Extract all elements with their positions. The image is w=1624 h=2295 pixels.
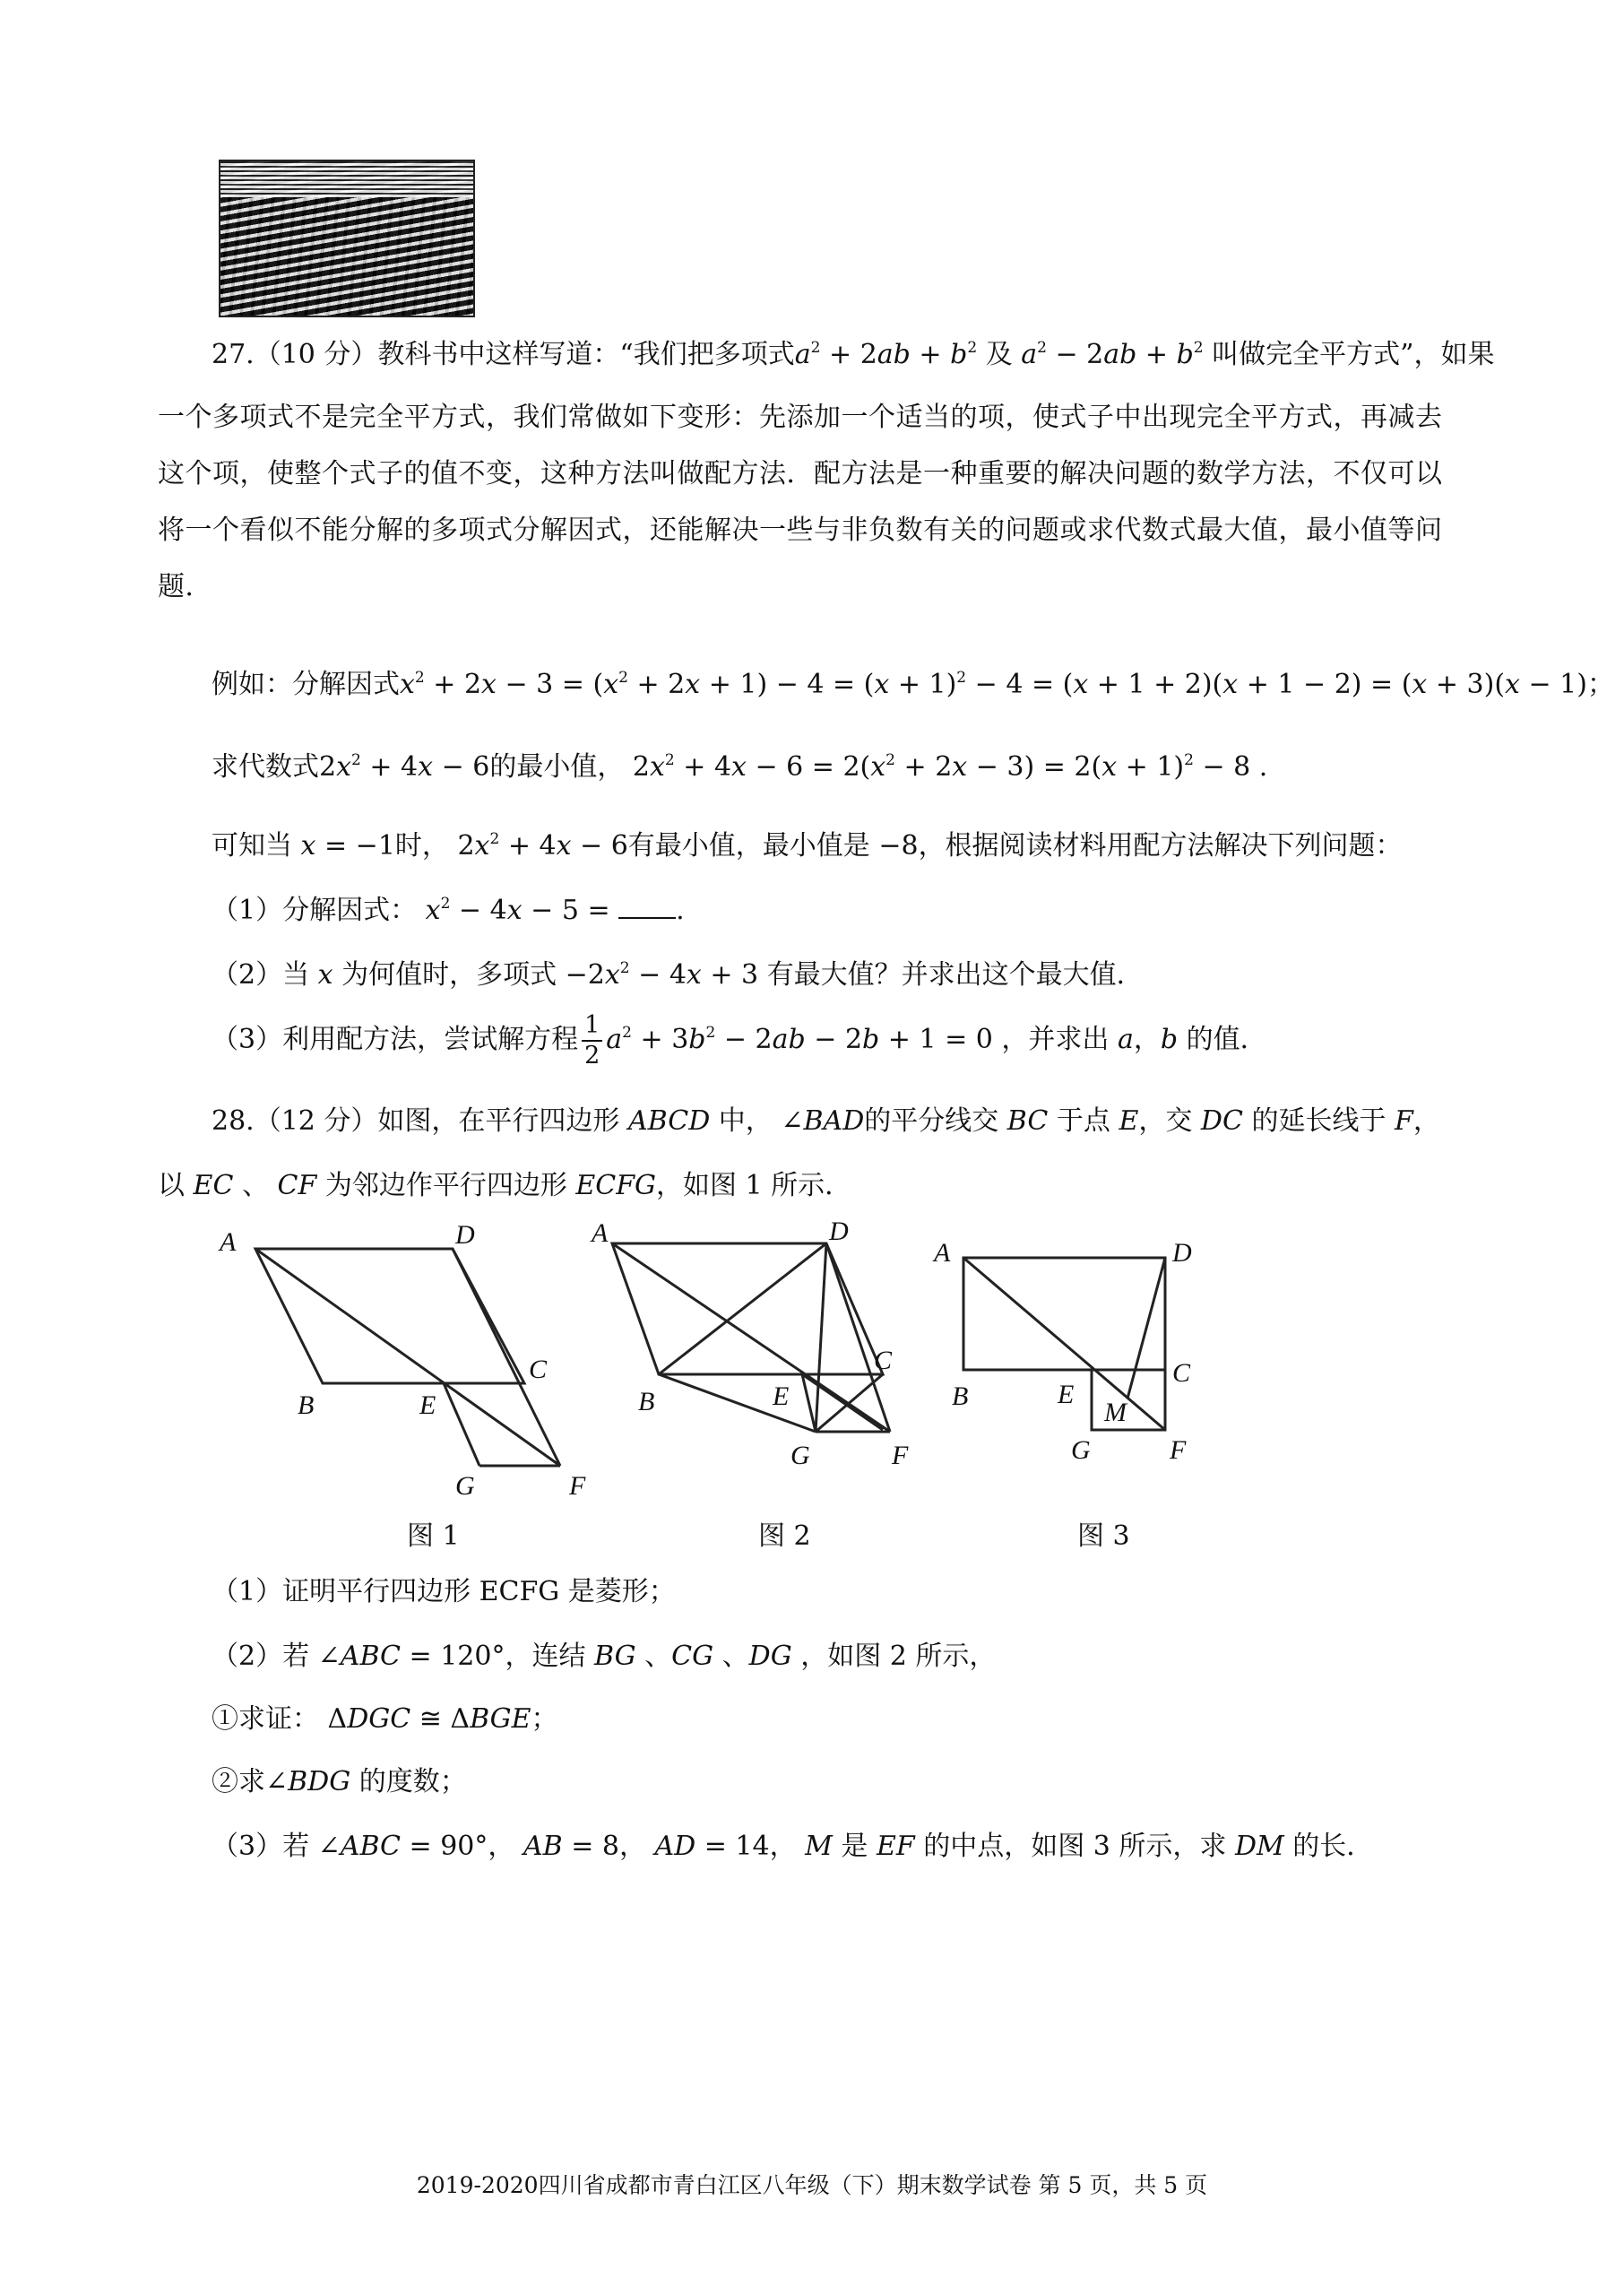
q28-head-c: 的平分线交: [864, 1105, 999, 1137]
q28-line2-a: 以: [158, 1170, 185, 1201]
geometry-figures: [0, 1206, 1624, 1537]
q28-line2: 以 EC 、 CF 为邻边作平行四边形 ECFG，如图 1 所示．: [158, 1170, 852, 1201]
minval-mid: 的最小值，: [489, 751, 625, 783]
q27-head: 27.（10 分）教科书中这样写道：“我们把多项式$a^2 + 2ab + b^2$ 及 $a^2 - 2ab + b^2$ 叫做完全平方式”，如果: [212, 339, 1495, 370]
svg-text:D: D: [1172, 1238, 1192, 1268]
figure-3-caption: 图 3: [1077, 1520, 1130, 1552]
svg-text:D: D: [455, 1220, 475, 1250]
q27-part3: （3）利用配方法，尝试解方程 $\frac{1}{2}$ $a^2 + 3b^2 - 2ab - 2b + 1 = 0$ ，并求出 a，b 的值．: [212, 1011, 1267, 1070]
svg-text:A: A: [934, 1238, 951, 1268]
q28-head-b: 中，: [718, 1105, 773, 1137]
q27-minval: 求代数式$2x^2 + 4x - 6$的最小值， $2x^2 + 4x - 6 = 2(x^2 + 2x - 3) = 2(x + 1)^2 - 8$ .: [212, 751, 1268, 783]
svg-text:B: B: [638, 1387, 655, 1416]
q28-part3-b: 是: [841, 1831, 868, 1862]
q28-part3-a: （3）若: [212, 1831, 310, 1862]
q28-head-e: ，交: [1138, 1105, 1193, 1137]
svg-text:M: M: [1104, 1398, 1127, 1427]
part1-label: （1）分解因式：: [212, 895, 418, 926]
part2-b: 为何值时，多项式: [341, 959, 557, 991]
svg-text:E: E: [419, 1390, 436, 1420]
q28-part2-ii-b: 的度数；: [358, 1766, 467, 1797]
figure-1: [255, 1249, 560, 1466]
page-footer: 2019-2020四川省成都市青白江区八年级（下）期末数学试卷 第 5 页，共 5 页: [416, 2172, 1208, 2198]
figure-2-caption: 图 2: [758, 1520, 811, 1552]
answer-blank[interactable]: [618, 896, 676, 919]
svg-text:A: A: [220, 1227, 237, 1257]
q27-part2: （2）当 x 为何值时，多项式 $-2x^2 - 4x + 3$ 有最大值？并求出这个最大值．: [212, 959, 1144, 991]
q28-part2-b: ，连结: [505, 1641, 586, 1672]
svg-text:G: G: [790, 1441, 810, 1470]
part3-b: ，并求出: [1001, 1024, 1110, 1055]
q28-line2-d: ，如图 1 所示．: [656, 1170, 852, 1201]
svg-text:B: B: [298, 1390, 315, 1420]
photo-illustration: [219, 160, 475, 317]
q27-body: 一个多项式不是完全平方式，我们常做如下变形：先添加一个适当的项，使式子中出现完全平方式，再减去这个项，使整个式子的值不变，这种方法叫做配方法．配方法是一种重要的解决问题的数学方法，不仅可以将一个看似不能分解的多项式分解因式，还能解决一些与非负数有关的问题或求代数式最大值，最小值等问题．: [158, 402, 1443, 602]
q27-example: 例如：分解因式$x^2 + 2x - 3 = (x^2 + 2x + 1) - 4 = (x + 1)^2 - 4 = (x + 1 + 2)(x + 1 - 2) = (x + 3)(x - 1)$；: [212, 669, 1614, 700]
know-a: 可知当: [212, 830, 292, 862]
q28-line2-c: 为邻边作平行四边形: [324, 1170, 567, 1201]
svg-text:E: E: [773, 1381, 790, 1411]
svg-text:C: C: [874, 1346, 893, 1375]
q28-part3: （3）若 ∠ABC = 90°， AB = 8， AD = 14， M 是 EF 的中点，如图 3 所示，求 DM 的长．: [212, 1831, 1374, 1862]
svg-text:G: G: [455, 1471, 475, 1501]
photo-sky: [220, 161, 473, 197]
svg-text:C: C: [529, 1355, 548, 1384]
fraction-half: $\frac{1}{2}$: [582, 1011, 602, 1070]
q28-head-d: 于点: [1056, 1105, 1110, 1137]
q28-part2-ii-a: ②求: [212, 1766, 265, 1797]
know-d: ，根据阅读材料用配方法解决下列问题：: [918, 830, 1403, 862]
figure-1-caption: 图 1: [407, 1520, 460, 1552]
svg-text:F: F: [1170, 1435, 1187, 1465]
q27-part1: （1）分解因式： $x^2 - 4x - 5$ = .: [212, 895, 685, 926]
svg-text:C: C: [1172, 1358, 1191, 1388]
q28-head: 28.（12 分）如图，在平行四边形 ABCD 中， ∠BAD的平分线交 BC 于点 E，交 DC 的延长线于 F，: [212, 1105, 1440, 1137]
know-c: 有最小值，最小值是: [627, 830, 870, 862]
part2-a: （2）当: [212, 959, 310, 991]
q28-head-a: 28.（12 分）如图，在平行四边形: [212, 1105, 620, 1137]
svg-text:A: A: [592, 1218, 609, 1248]
q28-part3-c: 的中点，如图 3 所示，求: [923, 1831, 1227, 1862]
svg-text:F: F: [569, 1471, 586, 1501]
q28-part3-d: 的长．: [1292, 1831, 1374, 1862]
svg-text:D: D: [829, 1217, 849, 1246]
svg-text:B: B: [952, 1381, 969, 1411]
part3-a: （3）利用配方法，尝试解方程: [212, 1024, 579, 1055]
q27-head-tail: 叫做完全平方式”，如果: [1212, 339, 1495, 370]
q28-head-f: 的延长线于: [1251, 1105, 1386, 1137]
svg-text:F: F: [892, 1441, 909, 1470]
q28-part2-i: ①求证： ΔDGC ≅ ΔBGE；: [212, 1703, 558, 1735]
q27-head-text: 27.（10 分）教科书中这样写道：“我们把多项式: [212, 339, 795, 370]
q28-part2-a: （2）若: [212, 1641, 310, 1672]
q28-line2-b: 、: [241, 1170, 269, 1201]
q27-head-and: 及: [985, 339, 1013, 370]
q28-part2-ii: ②求∠BDG 的度数；: [212, 1766, 467, 1797]
q28-part2-i-a: ①求证：: [212, 1703, 319, 1735]
part2-c: 有最大值？并求出这个最大值．: [766, 959, 1144, 991]
q28-part2: （2）若 ∠ABC = 120°，连结 BG 、CG 、DG ，如图 2 所示，: [212, 1641, 997, 1672]
svg-text:G: G: [1071, 1435, 1091, 1465]
know-b: 时，: [394, 830, 449, 862]
part3-c: 的值．: [1186, 1024, 1267, 1055]
q28-part1: （1）证明平行四边形 ECFG 是菱形；: [212, 1576, 676, 1607]
q28-part2-c: ，如图 2 所示，: [800, 1641, 997, 1672]
example-label: 例如：分解因式: [212, 669, 400, 700]
svg-text:E: E: [1058, 1380, 1075, 1409]
minval-label: 求代数式: [212, 751, 319, 783]
q27-know: 可知当 x = −1时， $2x^2 + 4x - 6$有最小值，最小值是 −8，根据阅读材料用配方法解决下列问题：: [212, 830, 1403, 862]
